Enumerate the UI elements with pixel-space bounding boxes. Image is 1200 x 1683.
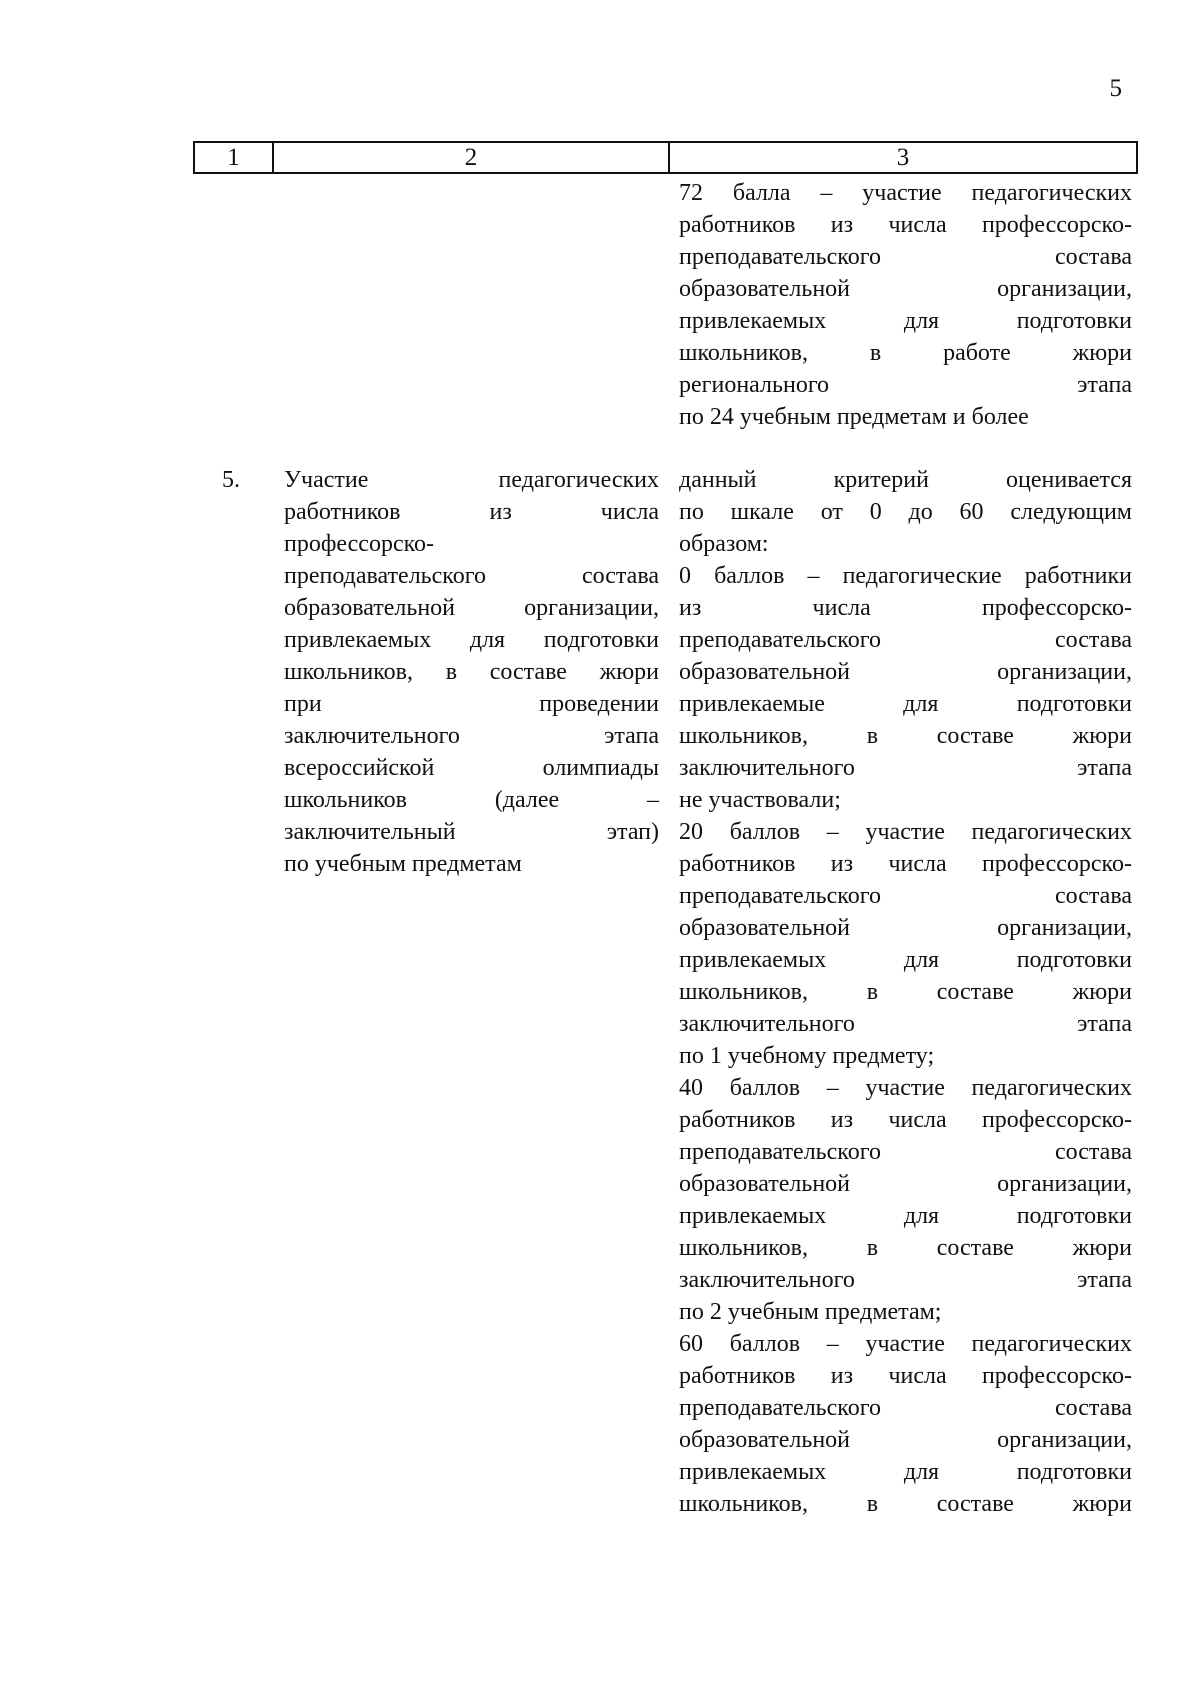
text-line: школьников, в составе жюри (679, 1235, 1132, 1261)
text-line: образовательной организации, (679, 1427, 1132, 1453)
scale-text (679, 464, 1132, 1520)
text-line: образовательной организации, (679, 915, 1132, 941)
text-line: заключительного этапа (284, 723, 659, 749)
text-line: работников из числа (284, 499, 659, 525)
text-line: работников из числа профессорско- (679, 1107, 1132, 1133)
text-line: данный критерий оценивается (679, 467, 1132, 493)
text-line: образовательной организации, (284, 595, 659, 621)
text-line: 20 баллов – участие педагогических (679, 819, 1132, 845)
row-number: 5. (222, 467, 240, 493)
text-line: образовательной организации, (679, 276, 1132, 302)
text-line: заключительного этапа (679, 1267, 1132, 1293)
page-number: 5 (1109, 75, 1122, 102)
text-line: Участие педагогических (284, 467, 659, 493)
table-header-col-2: 2 (274, 143, 670, 172)
text-line: школьников, в составе жюри (679, 1491, 1132, 1517)
text-line: не участвовали; (679, 787, 841, 813)
text-line: привлекаемых для подготовки (284, 627, 659, 653)
table-header-row (193, 141, 1138, 174)
text-line: заключительного этапа (679, 1011, 1132, 1037)
text-line: школьников, в составе жюри (679, 723, 1132, 749)
text-line: преподавательского состава (284, 563, 659, 589)
text-line: преподавательского состава (679, 244, 1132, 270)
text-line: привлекаемые для подготовки (679, 691, 1132, 717)
text-line: по учебным предметам (284, 851, 522, 877)
text-line: школьников (далее – (284, 787, 659, 813)
text-line: привлекаемых для подготовки (679, 308, 1132, 334)
text-line: преподавательского состава (679, 1139, 1132, 1165)
text-line: 60 баллов – участие педагогических (679, 1331, 1132, 1357)
text-line: преподавательского состава (679, 883, 1132, 909)
criterion-text (284, 464, 659, 880)
text-line: работников из числа профессорско- (679, 212, 1132, 238)
text-line: 0 баллов – педагогические работники (679, 563, 1132, 589)
text-line: профессорско- (284, 531, 435, 557)
text-line: при проведении (284, 691, 659, 717)
text-line: образовательной организации, (679, 659, 1132, 685)
text-line: школьников, в составе жюри (284, 659, 659, 685)
text-line: из числа профессорско- (679, 595, 1132, 621)
prev-row-scale-text (679, 177, 1132, 433)
text-line: школьников, в работе жюри (679, 340, 1132, 366)
text-line: 72 балла – участие педагогических (679, 180, 1132, 206)
text-line: по 2 учебным предметам; (679, 1299, 942, 1325)
table-header-col-1: 1 (195, 143, 274, 172)
text-line: регионального этапа (679, 372, 1132, 398)
text-line: привлекаемых для подготовки (679, 1203, 1132, 1229)
text-line: преподавательского состава (679, 1395, 1132, 1421)
text-line: привлекаемых для подготовки (679, 947, 1132, 973)
text-line: привлекаемых для подготовки (679, 1459, 1132, 1485)
text-line: по 1 учебному предмету; (679, 1043, 935, 1069)
text-line: заключительный этап) (284, 819, 659, 845)
text-line: образовательной организации, (679, 1171, 1132, 1197)
text-line: работников из числа профессорско- (679, 1363, 1132, 1389)
text-line: работников из числа профессорско- (679, 851, 1132, 877)
text-line: всероссийской олимпиады (284, 755, 659, 781)
text-line: 40 баллов – участие педагогических (679, 1075, 1132, 1101)
text-line: по шкале от 0 до 60 следующим (679, 499, 1132, 525)
text-line: школьников, в составе жюри (679, 979, 1132, 1005)
text-line: заключительного этапа (679, 755, 1132, 781)
text-line: преподавательского состава (679, 627, 1132, 653)
text-line: образом: (679, 531, 769, 557)
text-line: по 24 учебным предметам и более (679, 404, 1029, 430)
table-header-col-3: 3 (896, 144, 910, 171)
